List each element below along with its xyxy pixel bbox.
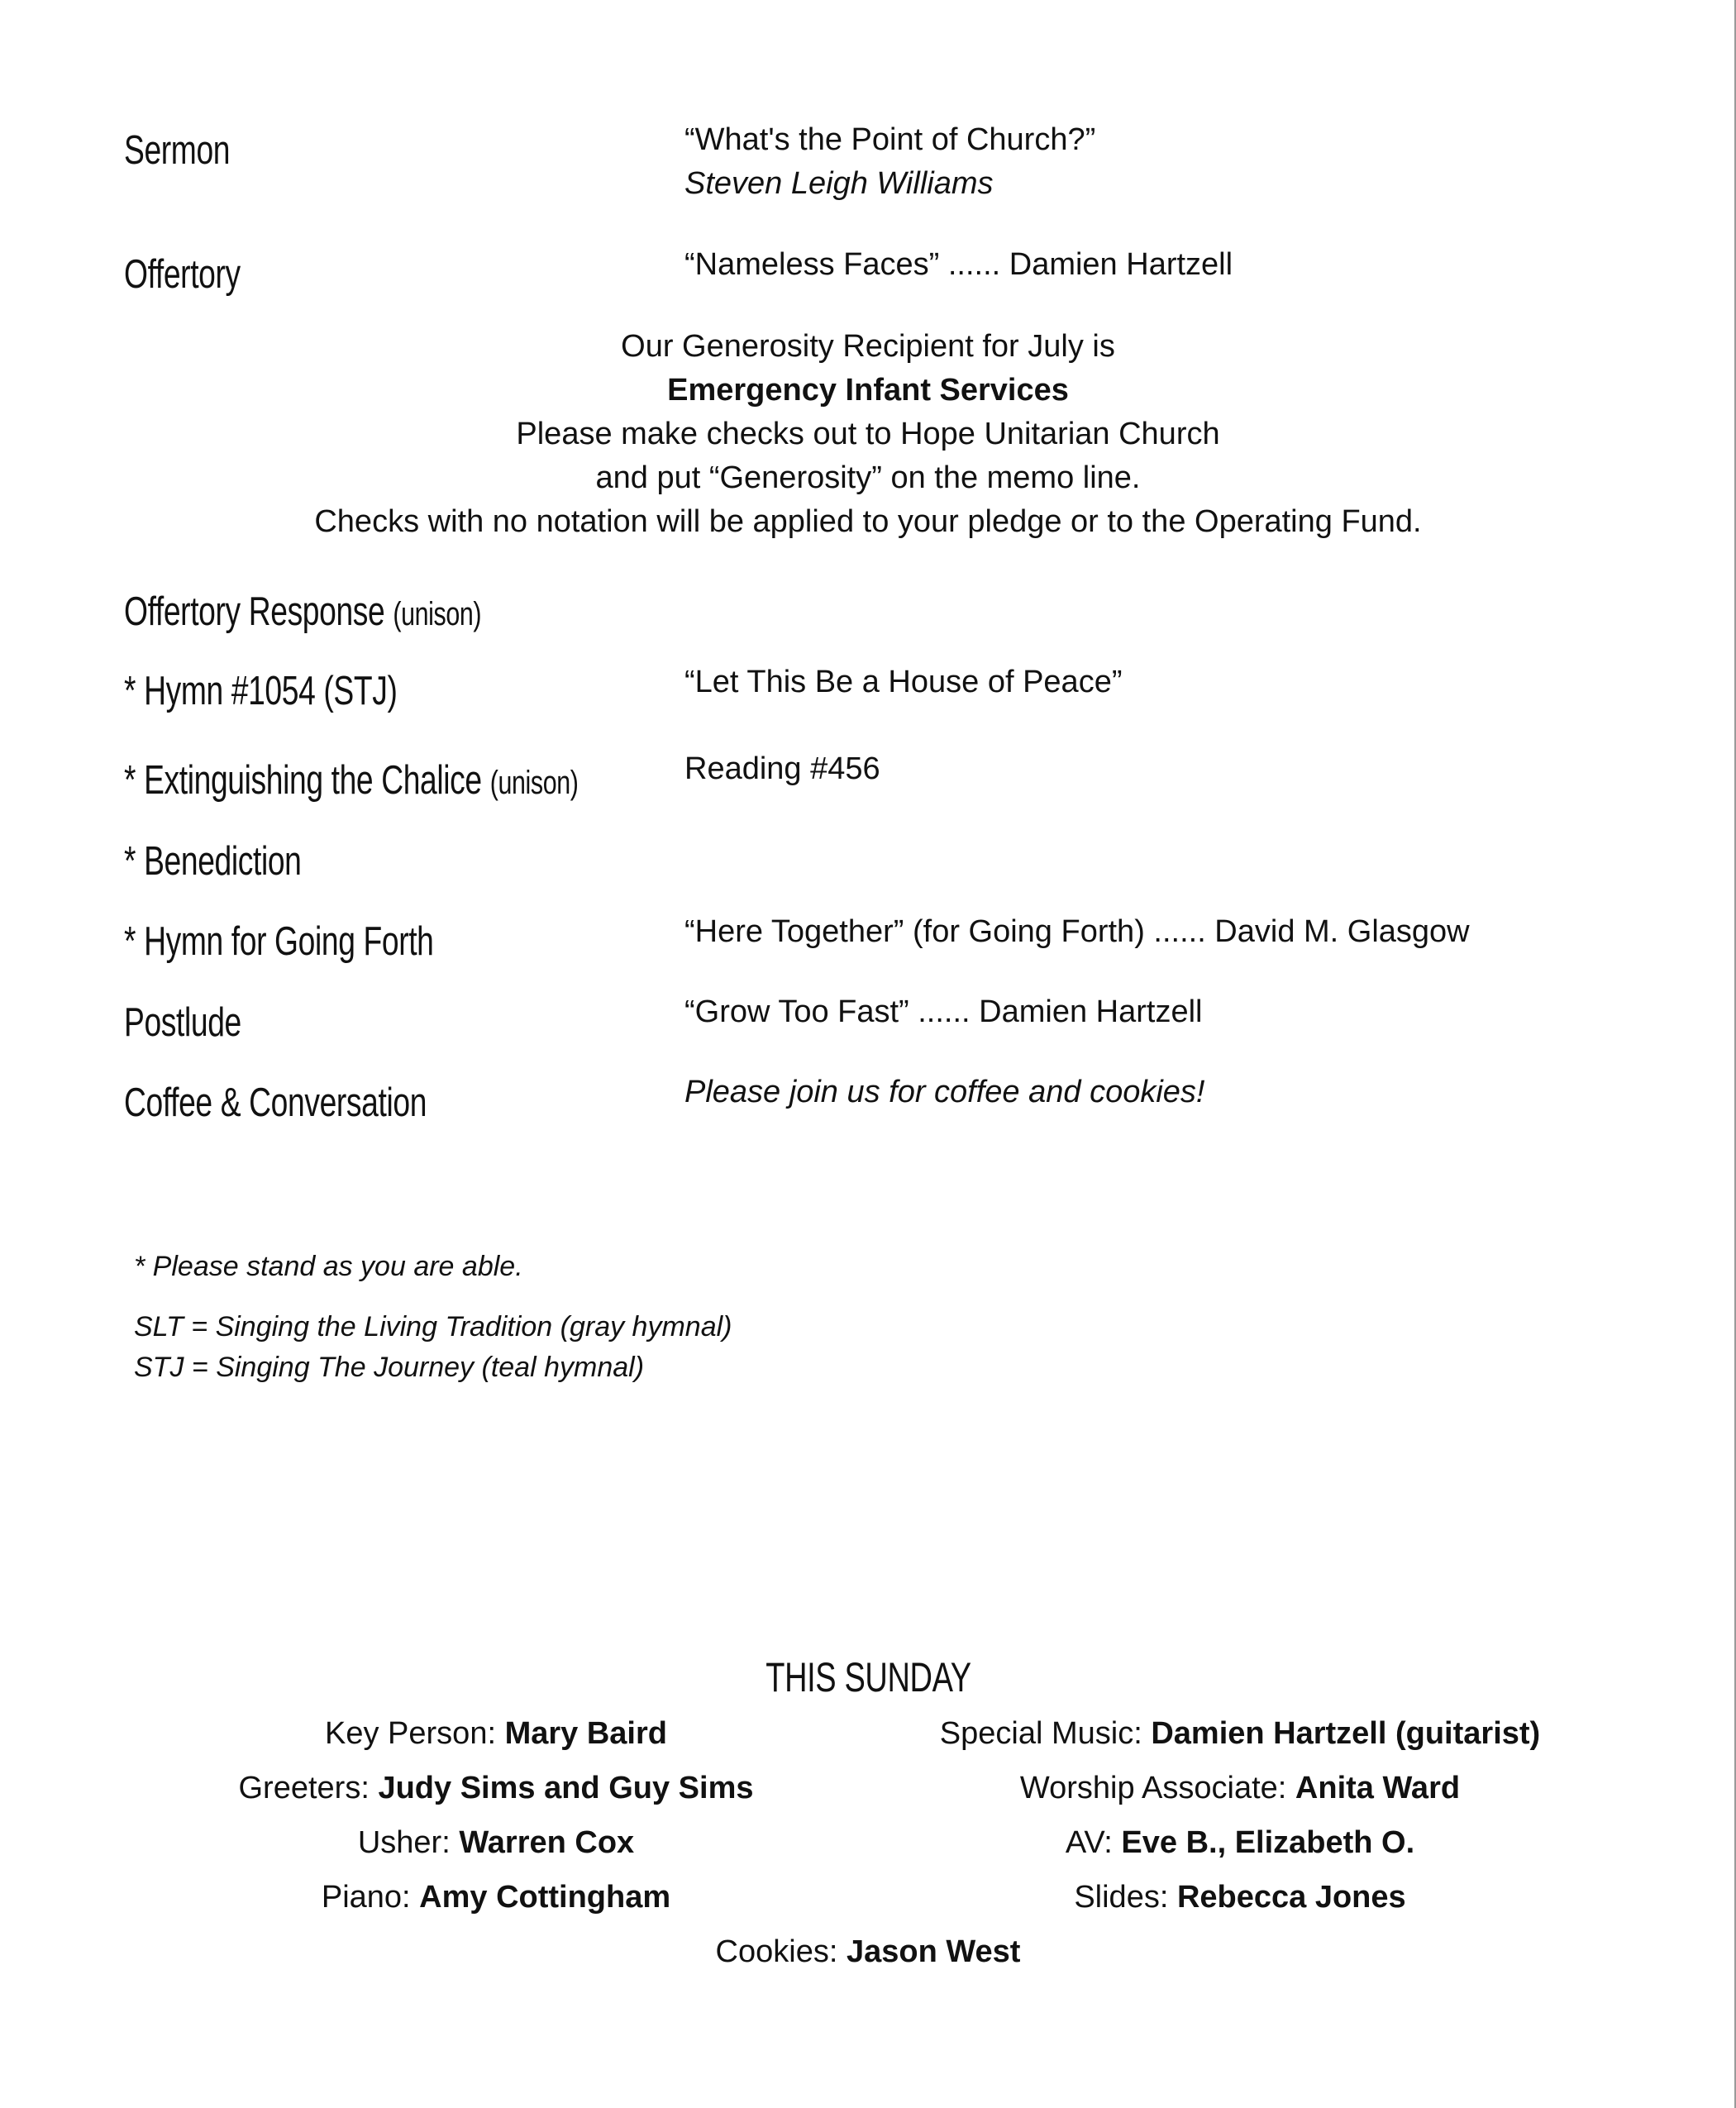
credit-slides: Slides: Rebecca Jones bbox=[1074, 1880, 1406, 1915]
going-forth-hymn: “Here Together” (for Going Forth) ...... David M. Glasgow bbox=[684, 914, 1470, 949]
order-label-benediction: * Benediction bbox=[124, 839, 302, 884]
order-label-note: (unison) bbox=[489, 765, 579, 801]
credit-key-person: Key Person: Mary Baird bbox=[325, 1716, 667, 1751]
order-label-postlude: Postlude bbox=[124, 1000, 241, 1045]
sermon-title: “What's the Point of Church?” bbox=[684, 122, 1096, 157]
slt-note: SLT = Singing the Living Tradition (gray hymnal) bbox=[134, 1311, 732, 1343]
offertory-piece: “Nameless Faces” ...... Damien Hartzell bbox=[684, 247, 1233, 282]
credit-worship-associate: Worship Associate: Anita Ward bbox=[1019, 1771, 1461, 1805]
chalice-reading: Reading #456 bbox=[684, 751, 880, 786]
order-label-note: (unison) bbox=[393, 596, 482, 632]
generosity-recipient: Emergency Infant Services bbox=[667, 373, 1069, 408]
generosity-line: Checks with no notation will be applied to your pledge or to the Operating Fund. bbox=[314, 504, 1422, 539]
credit-av: AV: Eve B., Elizabeth O. bbox=[1065, 1825, 1415, 1860]
credit-special-music: Special Music: Damien Hartzell (guitarist) bbox=[939, 1716, 1541, 1751]
order-label-hymn: * Hymn #1054 (STJ) bbox=[124, 669, 398, 713]
credit-usher: Usher: Warren Cox bbox=[357, 1825, 635, 1860]
this-sunday-title: THIS SUNDAY bbox=[765, 1654, 971, 1700]
sermon-speaker: Steven Leigh Williams bbox=[684, 166, 994, 201]
credit-greeters: Greeters: Judy Sims and Guy Sims bbox=[238, 1771, 754, 1805]
stand-note: * Please stand as you are able. bbox=[134, 1251, 523, 1282]
credit-cookies: Cookies: Jason West bbox=[715, 1934, 1021, 1969]
hymn-title: “Let This Be a House of Peace” bbox=[684, 665, 1123, 699]
order-label-hymn-going-forth: * Hymn for Going Forth bbox=[124, 919, 434, 964]
generosity-line: Please make checks out to Hope Unitarian Church bbox=[516, 417, 1220, 451]
order-label-offertory-response: Offertory Response (unison) bbox=[124, 589, 482, 634]
credit-piano: Piano: Amy Cottingham bbox=[321, 1880, 671, 1915]
coffee-invitation: Please join us for coffee and cookies! bbox=[684, 1075, 1205, 1109]
order-label-sermon: Sermon bbox=[124, 128, 231, 173]
postlude-piece: “Grow Too Fast” ...... Damien Hartzell bbox=[684, 994, 1203, 1029]
order-label-coffee: Coffee & Conversation bbox=[124, 1080, 427, 1125]
order-label-offertory: Offertory bbox=[124, 252, 241, 297]
generosity-line: Our Generosity Recipient for July is bbox=[621, 329, 1115, 364]
stj-note: STJ = Singing The Journey (teal hymnal) bbox=[134, 1352, 645, 1383]
order-label-extinguishing: * Extinguishing the Chalice (unison) bbox=[124, 758, 579, 803]
generosity-line: and put “Generosity” on the memo line. bbox=[595, 460, 1141, 495]
